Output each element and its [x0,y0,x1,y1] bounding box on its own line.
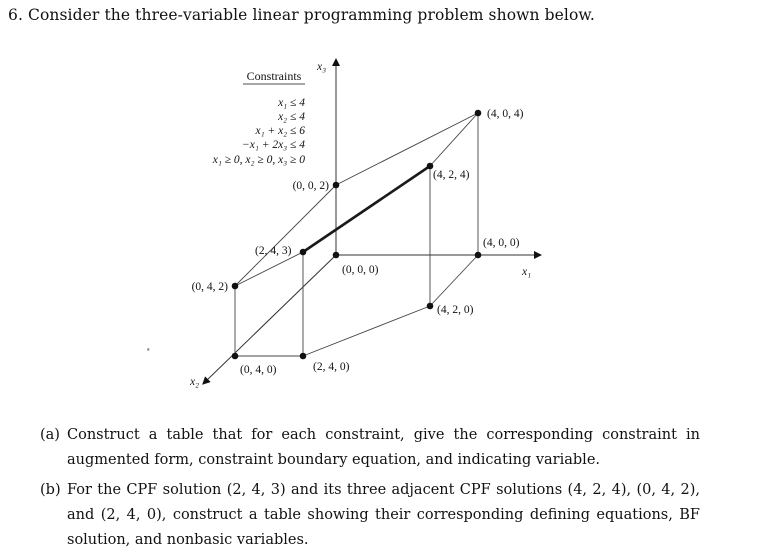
part-b-label: (b) [40,482,61,498]
question-number: 6. [8,6,23,24]
part-b [40,478,700,553]
label-0-0-0: (0, 0, 0) [342,264,379,276]
vertex-4-0-4 [475,110,482,117]
constraint-nonnegativity: x₁ ≥ 0, x₂ ≥ 0, x₃ ≥ 0 [212,154,305,166]
vertex-0-4-2 [232,283,239,290]
label-0-4-2: (0, 4, 2) [191,281,228,293]
part-a [40,423,700,473]
x2-axis-label: x₂ [190,376,200,388]
label-4-0-4: (4, 0, 4) [487,108,524,120]
label-0-4-0: (0, 4, 0) [240,364,277,376]
constraint-2: x₂ ≤ 4 [278,111,305,123]
constraint-4: −x₁ + 2x₃ ≤ 4 [241,139,305,151]
question-title: Consider the three-variable linear programming problem shown below. [28,6,595,24]
vertex-4-2-0 [427,303,434,310]
stray-mark: ª [147,346,150,356]
highlighted-edge [303,166,430,252]
vertex-0-0-0 [333,252,340,259]
label-2-4-3: (2, 4, 3) [255,245,292,257]
label-0-0-2: (0, 0, 2) [292,180,329,192]
part-b-text: For the CPF solution (2, 4, 3) and its three adjacent CPF solutions (4, 2, 4), (0, 4, 2), and (2, 4, 0), construct a table showing their corresponding defining equations, BF solution, and nonbasic variables. [67,482,700,548]
x3-axis-label: x₃ [317,61,327,73]
vertex-0-0-2 [333,182,340,189]
constraint-3: x₁ + x₂ ≤ 6 [255,125,305,137]
axis-labels [189,61,531,388]
constraint-1: x₁ ≤ 4 [278,97,305,109]
vertex-0-4-0 [232,353,239,360]
label-4-2-4: (4, 2, 4) [433,169,470,181]
vertex-2-4-0 [300,353,307,360]
label-4-0-0: (4, 0, 0) [483,237,520,249]
vertex-2-4-3 [300,249,307,256]
constraints-heading: Constraints [246,69,302,83]
x1-axis-label: x₁ [522,266,532,278]
part-a-text: Construct a table that for each constraint, give the corresponding constraint in augmented form, constraint boundary equation, and indicating variable. [67,427,700,468]
vertex-4-0-0 [475,252,482,259]
constraints-legend [212,69,305,166]
label-4-2-0: (4, 2, 0) [437,304,474,316]
part-a-label: (a) [40,427,60,443]
label-2-4-0: (2, 4, 0) [313,361,350,373]
